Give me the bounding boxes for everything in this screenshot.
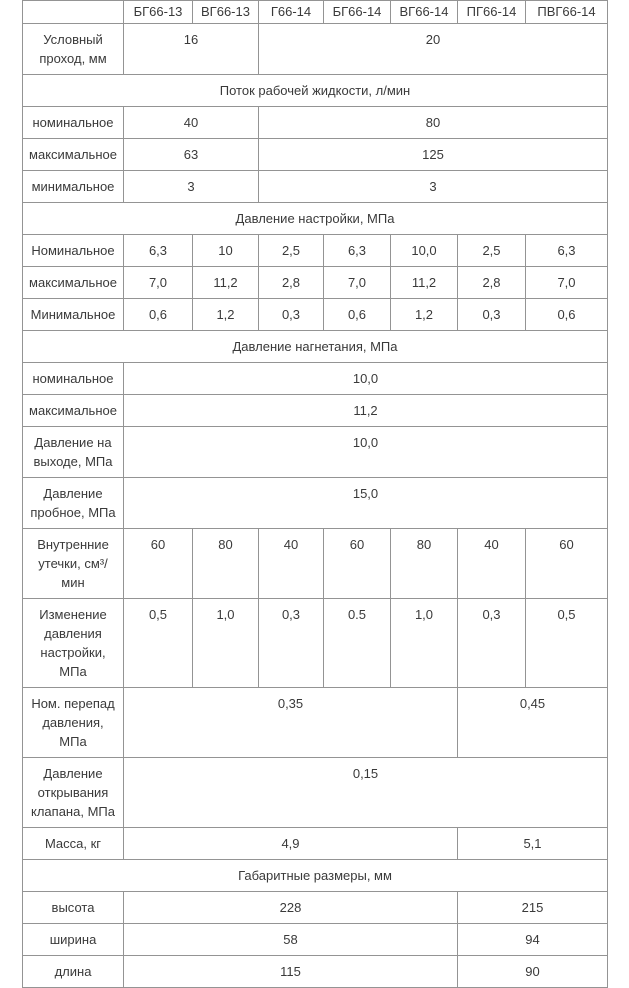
table-row-length <box>23 956 608 988</box>
table-row-width <box>23 924 608 956</box>
cell-value: 10,0 <box>124 363 608 395</box>
cell-value: 6,3 <box>526 235 608 267</box>
cell-value: 20 <box>259 24 608 75</box>
cell-value: 3 <box>124 171 259 203</box>
row-label: длина <box>23 956 124 988</box>
column-header: ПВГ66-14 <box>526 1 608 24</box>
table-row-valve-opening <box>23 758 608 828</box>
row-label: Масса, кг <box>23 828 124 860</box>
row-label: номинальное <box>23 107 124 139</box>
cell-value: 2,8 <box>259 267 324 299</box>
specs-table-container <box>22 0 608 988</box>
cell-value: 0,6 <box>324 299 391 331</box>
table-row-flow-max <box>23 139 608 171</box>
cell-value: 4,9 <box>124 828 458 860</box>
column-header: БГ66-13 <box>124 1 193 24</box>
row-label: Внутренние утечки, см³/мин <box>23 529 124 599</box>
section-header: Поток рабочей жидкости, л/мин <box>23 75 608 107</box>
cell-value: 2,5 <box>458 235 526 267</box>
table-row-mass <box>23 828 608 860</box>
cell-value: 0.5 <box>324 599 391 688</box>
cell-value: 0,5 <box>124 599 193 688</box>
row-label: максимальное <box>23 395 124 427</box>
row-label: Изменение давления настройки, МПа <box>23 599 124 688</box>
cell-value: 40 <box>458 529 526 599</box>
cell-value: 1,2 <box>193 299 259 331</box>
cell-value: 7,0 <box>526 267 608 299</box>
table-row-pressure-drop <box>23 688 608 758</box>
corner-cell <box>23 1 124 24</box>
cell-value: 80 <box>391 529 458 599</box>
row-label: Давление на выходе, МПа <box>23 427 124 478</box>
section-row-discharge-pressure <box>23 331 608 363</box>
table-row-test-pressure <box>23 478 608 529</box>
cell-value: 0,3 <box>259 299 324 331</box>
cell-value: 10,0 <box>124 427 608 478</box>
cell-value: 228 <box>124 892 458 924</box>
table-row-outlet-pressure <box>23 427 608 478</box>
table-row-height <box>23 892 608 924</box>
table-row-flow-nominal <box>23 107 608 139</box>
cell-value: 1,0 <box>391 599 458 688</box>
cell-value: 10 <box>193 235 259 267</box>
row-label: Давление пробное, МПа <box>23 478 124 529</box>
section-header: Давление нагнетания, МПа <box>23 331 608 363</box>
table-row-setting-max <box>23 267 608 299</box>
table-row-nominal-bore <box>23 24 608 75</box>
cell-value: 10,0 <box>391 235 458 267</box>
row-label: Номинальное <box>23 235 124 267</box>
cell-value: 58 <box>124 924 458 956</box>
cell-value: 16 <box>124 24 259 75</box>
row-label: высота <box>23 892 124 924</box>
cell-value: 6,3 <box>124 235 193 267</box>
row-label: Условный проход, мм <box>23 24 124 75</box>
section-row-dimensions <box>23 860 608 892</box>
column-header: ПГ66-14 <box>458 1 526 24</box>
cell-value: 6,3 <box>324 235 391 267</box>
table-row-discharge-nominal <box>23 363 608 395</box>
cell-value: 11,2 <box>124 395 608 427</box>
cell-value: 115 <box>124 956 458 988</box>
cell-value: 15,0 <box>124 478 608 529</box>
section-row-setting-pressure <box>23 203 608 235</box>
row-label: ширина <box>23 924 124 956</box>
table-row-setting-change <box>23 599 608 688</box>
cell-value: 0,6 <box>526 299 608 331</box>
cell-value: 90 <box>458 956 608 988</box>
cell-value: 215 <box>458 892 608 924</box>
cell-value: 80 <box>193 529 259 599</box>
cell-value: 0,6 <box>124 299 193 331</box>
specs-table <box>22 0 608 988</box>
section-header: Габаритные размеры, мм <box>23 860 608 892</box>
table-row-flow-min <box>23 171 608 203</box>
cell-value: 63 <box>124 139 259 171</box>
table-row-setting-min <box>23 299 608 331</box>
cell-value: 60 <box>124 529 193 599</box>
cell-value: 0,15 <box>124 758 608 828</box>
cell-value: 1,0 <box>193 599 259 688</box>
row-label: максимальное <box>23 139 124 171</box>
cell-value: 94 <box>458 924 608 956</box>
table-row-setting-nominal <box>23 235 608 267</box>
cell-value: 0,35 <box>124 688 458 758</box>
row-label: номинальное <box>23 363 124 395</box>
cell-value: 3 <box>259 171 608 203</box>
cell-value: 125 <box>259 139 608 171</box>
cell-value: 7,0 <box>324 267 391 299</box>
row-label: максимальное <box>23 267 124 299</box>
table-row-discharge-max <box>23 395 608 427</box>
row-label: минимальное <box>23 171 124 203</box>
cell-value: 40 <box>124 107 259 139</box>
column-header: ВГ66-14 <box>391 1 458 24</box>
cell-value: 0,3 <box>458 599 526 688</box>
cell-value: 0,3 <box>458 299 526 331</box>
column-header: БГ66-14 <box>324 1 391 24</box>
cell-value: 2,8 <box>458 267 526 299</box>
cell-value: 40 <box>259 529 324 599</box>
row-label: Давление открывания клапана, МПа <box>23 758 124 828</box>
cell-value: 80 <box>259 107 608 139</box>
table-row-internal-leakage <box>23 529 608 599</box>
cell-value: 1,2 <box>391 299 458 331</box>
section-row-flow <box>23 75 608 107</box>
cell-value: 11,2 <box>391 267 458 299</box>
cell-value: 0,45 <box>458 688 608 758</box>
cell-value: 60 <box>324 529 391 599</box>
cell-value: 7,0 <box>124 267 193 299</box>
table-header-row <box>23 1 608 24</box>
cell-value: 2,5 <box>259 235 324 267</box>
cell-value: 0,5 <box>526 599 608 688</box>
cell-value: 11,2 <box>193 267 259 299</box>
cell-value: 0,3 <box>259 599 324 688</box>
cell-value: 60 <box>526 529 608 599</box>
cell-value: 5,1 <box>458 828 608 860</box>
column-header: ВГ66-13 <box>193 1 259 24</box>
row-label: Минимальное <box>23 299 124 331</box>
column-header: Г66-14 <box>259 1 324 24</box>
row-label: Ном. перепад давления, МПа <box>23 688 124 758</box>
section-header: Давление настройки, МПа <box>23 203 608 235</box>
